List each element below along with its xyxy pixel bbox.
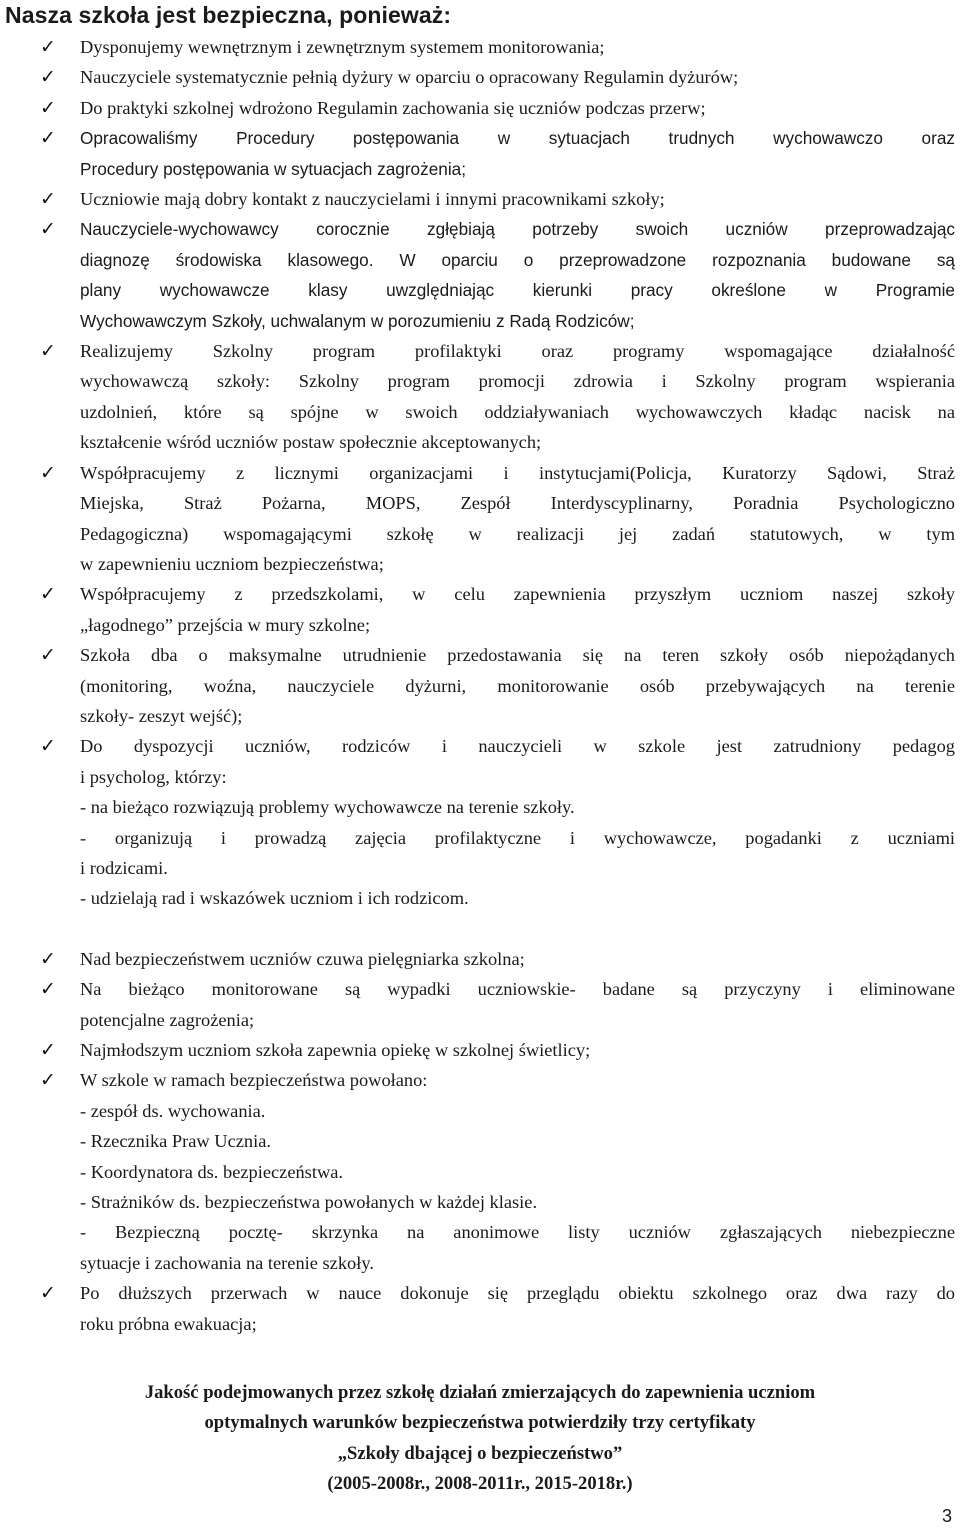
list-item-line: „łagodnego” przejścia w mury szkolne; [80,614,371,635]
list-item-line: W szkole w ramach bezpieczeństwa powołano: [80,1070,428,1091]
list-item-line: i rodzicami. [80,857,168,878]
list-item-line: Do dyspozycji uczniów, rodziców i nauczycieli w szkole jest zatrudniony pedagog [80,736,955,757]
list-item-line: - Rzecznika Praw Ucznia. [80,1131,271,1152]
checkmark-icon: ✓ [40,583,56,606]
checkmark-icon: ✓ [40,1069,56,1092]
list-item-line: - Koordynatora ds. bezpieczeństwa. [80,1161,343,1182]
footer-line: „Szkoły dbającej o bezpieczeństwo” [337,1442,623,1464]
list-item-line: - na bieżąco rozwiązują problemy wychowawcze na terenie szkoły. [80,797,575,818]
list-item [0,944,960,974]
list-item-line: Nad bezpieczeństwem uczniów czuwa pielęgniarka szkolna; [80,948,525,969]
list-item-line: Na bieżąco monitorowane są wypadki uczniowskie- badane są przyczyny i eliminowane [80,979,955,1000]
list-item-line: - Bezpieczną pocztę- skrzynka na anonimowe listy uczniów zgłaszających niebezpieczne [80,1222,955,1243]
spacer [0,914,960,944]
list-item [0,62,960,92]
checkmark-icon: ✓ [40,218,56,241]
list-item-line: Uczniowie mają dobry kontakt z nauczycielami i innymi pracownikami szkoły; [80,189,665,210]
list-item-line: wychowawczą szkoły: Szkolny program promocji zdrowia i Szkolny program wspierania [80,371,955,392]
list-item-line: Miejska, Straż Pożarna, MOPS, Zespół Interdyscyplinarny, Poradnia Psychologiczno [80,493,955,514]
page-title: Nasza szkoła jest bezpieczna, ponieważ: [5,2,452,28]
list-item-line: potencjalne zagrożenia; [80,1009,255,1030]
page-number: 3 [941,1506,952,1526]
list-item-line: - udzielają rad i wskazówek uczniom i ich rodzicom. [80,888,469,909]
footer-line: (2005-2008r., 2008-2011r., 2015-2018r.) [327,1473,633,1495]
list-item-line: uzdolnień, które są spójne w swoich oddziaływaniach wychowawczych kładąc nacisk na [80,401,955,422]
list-item-line: Współpracujemy z licznymi organizacjami i instytucjami(Policja, Kuratorzy Sądowi, Straż [80,462,955,483]
list-item [0,640,960,731]
list-item-line: Pedagogiczna) wspomagającymi szkołę w realizacji jej zadań statutowych, w tym [80,523,955,544]
checkmark-icon: ✓ [40,644,56,667]
list-item [0,123,960,184]
checkmark-icon: ✓ [40,127,56,150]
list-item-line: Nauczyciele-wychowawcy corocznie zgłębiają potrzeby swoich uczniów przeprowadzając [80,219,955,240]
certificate-statement [0,1378,960,1500]
list-item-line: Opracowaliśmy Procedury postępowania w sytuacjach trudnych wychowawczo oraz [80,128,955,149]
list-item-line: Najmłodszym uczniom szkoła zapewnia opiekę w szkolnej świetlicy; [80,1040,591,1060]
list-item-line: plany wychowawcze klasy uwzględniając kierunki pracy określone w Programie [80,280,955,301]
checkmark-icon: ✓ [40,36,56,58]
footer-line: Jakość podejmowanych przez szkołę działań zmierzających do zapewnienia uczniom [144,1382,816,1403]
list-item [0,458,960,580]
list-item-line: Realizujemy Szkolny program profilaktyki oraz programy wspomagające działalność [80,341,955,362]
checkmark-icon: ✓ [40,1282,56,1305]
list-item-line: Po dłuższych przerwach w nauce dokonuje się przeglądu obiektu szkolnego oraz dwa razy do [80,1283,955,1304]
list-item-line: roku próbna ewakuacja; [80,1313,257,1334]
list-item-line: kształcenie wśród uczniów postaw społecznie akceptowanych; [80,432,542,453]
list-item [0,579,960,640]
list-item-line: diagnozę środowiska klasowego. W oparciu o przeprowadzone rozpoznania budowane są [80,249,955,270]
list-item-line: Do praktyki szkolnej wdrożono Regulamin zachowania się uczniów podczas przerw; [80,97,706,118]
list-item-line: Dysponujemy wewnętrznym i zewnętrznym systemem monitorowania; [80,37,605,57]
list-item [0,731,960,913]
list-item-line: Wychowawczym Szkoły, uchwalanym w porozumieniu z Radą Rodziców; [80,310,635,331]
checkmark-icon: ✓ [40,947,56,970]
list-item [0,93,960,123]
list-item [0,336,960,458]
list-item [0,1035,960,1065]
checkmark-icon: ✓ [40,735,56,758]
list-item [0,32,960,62]
list-item-line: szkoły- zeszyt wejść); [80,705,243,726]
bullet-list [0,32,960,1339]
list-item-line: Współpracujemy z przedszkolami, w celu zapewnienia przyszłym uczniom naszej szkoły [80,584,955,605]
list-item-line: i psycholog, którzy: [80,766,227,787]
checkmark-icon: ✓ [40,340,56,363]
checkmark-icon: ✓ [40,188,56,211]
list-item-line: (monitoring, woźna, nauczyciele dyżurni, monitorowanie osób przebywających na terenie [80,675,955,696]
footer-line: optymalnych warunków bezpieczeństwa potwierdziły trzy certyfikaty [204,1412,756,1434]
checkmark-icon: ✓ [40,66,56,89]
list-item-line: sytuacje i zachowania na terenie szkoły. [80,1252,374,1273]
list-item [0,974,960,1035]
list-item [0,184,960,214]
list-item-line: Nauczyciele systematycznie pełnią dyżury w oparciu o opracowany Regulamin dyżurów; [80,67,739,88]
checkmark-icon: ✓ [40,978,56,1001]
list-item-line: - Strażników ds. bezpieczeństwa powołanych w każdej klasie. [80,1192,538,1213]
list-item-line: w zapewnieniu uczniom bezpieczeństwa; [80,553,384,574]
list-item-line: Szkoła dba o maksymalne utrudnienie przedostawania się na teren szkoły osób niepożądanych [80,645,955,666]
checkmark-icon: ✓ [40,1039,56,1061]
list-item-line: - zespół ds. wychowania. [80,1100,266,1121]
list-item [0,1278,960,1339]
list-item-line: - organizują i prowadzą zajęcia profilaktyczne i wychowawcze, pogadanki z uczniami [80,827,955,848]
list-item [0,214,960,336]
checkmark-icon: ✓ [40,96,56,119]
list-item [0,1065,960,1278]
checkmark-icon: ✓ [40,461,56,484]
list-item-line: Procedury postępowania w sytuacjach zagrożenia; [80,158,466,179]
